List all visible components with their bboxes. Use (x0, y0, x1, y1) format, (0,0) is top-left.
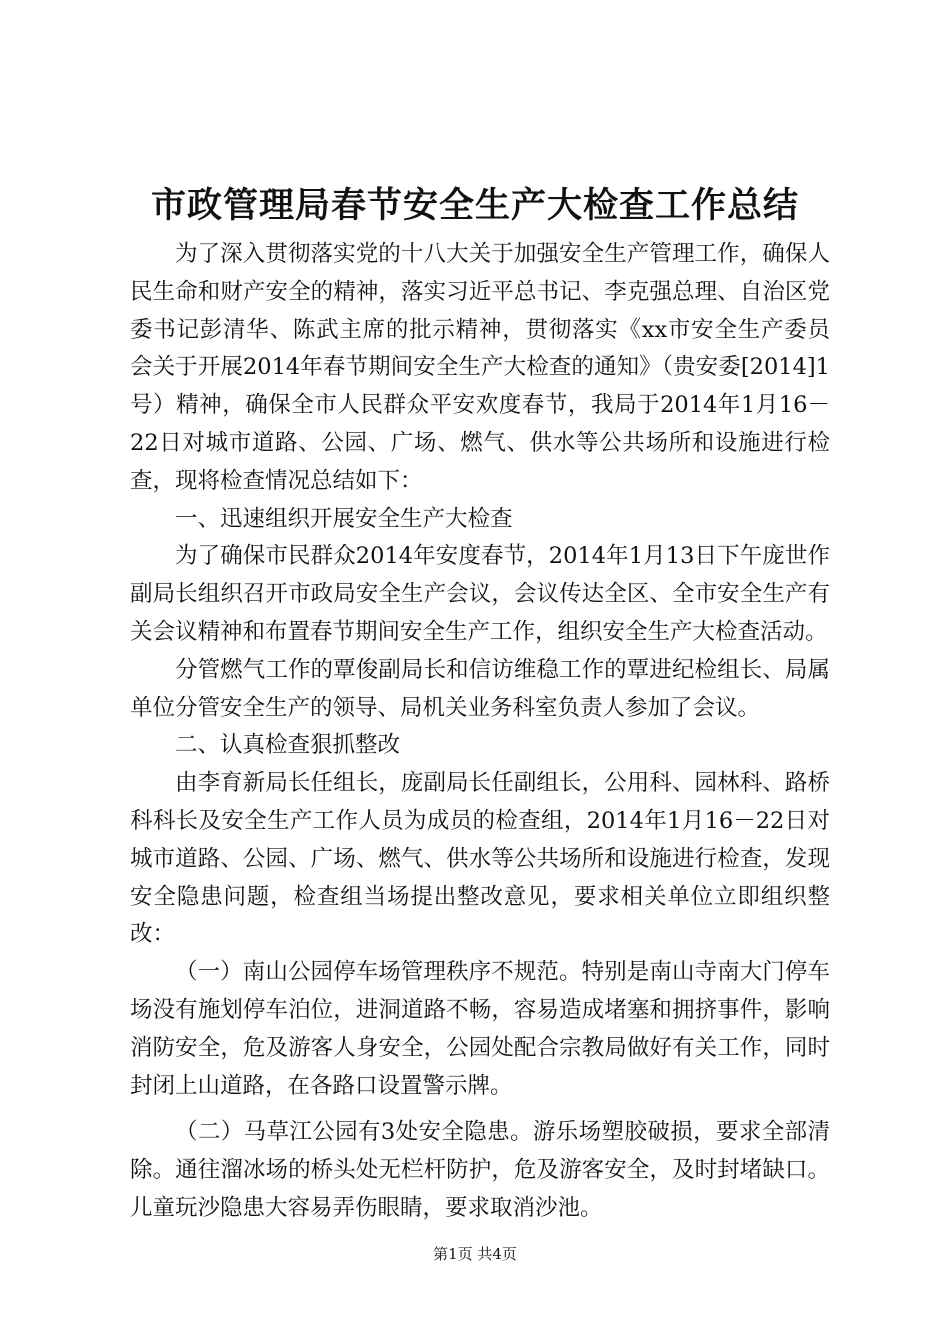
paragraph-attendees: 分管燃气工作的覃俊副局长和信访维稳工作的覃进纪检组长、局属单位分管安全生产的领导、局机关业务科室负责人参加了会议。 (130, 656, 830, 721)
document-body (130, 236, 830, 1228)
document-title: 市政管理局春节安全生产大检查工作总结 (150, 185, 799, 226)
section-heading-1: 一、迅速组织开展安全生产大检查 (175, 505, 513, 532)
section-heading-2: 二、认真检查狠抓整改 (175, 732, 401, 759)
page-footer: 第1页 共4页 (433, 1245, 517, 1263)
paragraph-meeting: 为了确保市民群众2014年安度春节，2014年1月13日下午庞世作副局长组织召开市政局安全生产会议，会议传达全区、全市安全生产有关会议精神和布置春节期间安全生产工作，组织安全生产大检查活动。 (130, 543, 830, 645)
paragraph-inspection-team: 由李育新局长任组长，庞副局长任副组长，公用科、园林科、路桥科科长及安全生产工作人员为成员的检查组，2014年1月16－22日对城市道路、公园、广场、燃气、供水等公共场所和设施进行检查，发现安全隐患问题，检查组当场提出整改意见，要求相关单位立即组织整改： (130, 770, 830, 948)
paragraph-item-1: （一）南山公园停车场管理秩序不规范。特别是南山寺南大门停车场没有施划停车泊位，进洞道路不畅，容易造成堵塞和拥挤事件，影响消防安全，危及游客人身安全，公园处配合宗教局做好有关工作，同时封闭上山道路，在各路口设置警示牌。 (130, 959, 830, 1099)
paragraph-intro: 为了深入贯彻落实党的十八大关于加强安全生产管理工作，确保人民生命和财产安全的精神，落实习近平总书记、李克强总理、自治区党委书记彭清华、陈武主席的批示精神，贯彻落实《xx市安全生产委员会关于开展2014年春节期间安全生产大检查的通知》（贵安委[2014]1号）精神，确保全市人民群众平安欢度春节，我局于2014年1月16－22日对城市道路、公园、广场、燃气、供水等公共场所和设施进行检查，现将检查情况总结如下： (130, 241, 830, 494)
paragraph-item-2: （二）马草江公园有3处安全隐患。游乐场塑胶破损，要求全部清除。通往溜冰场的桥头处无栏杆防护，危及游客安全，及时封堵缺口。儿童玩沙隐患大容易弄伤眼睛，要求取消沙池。 (130, 1119, 830, 1221)
